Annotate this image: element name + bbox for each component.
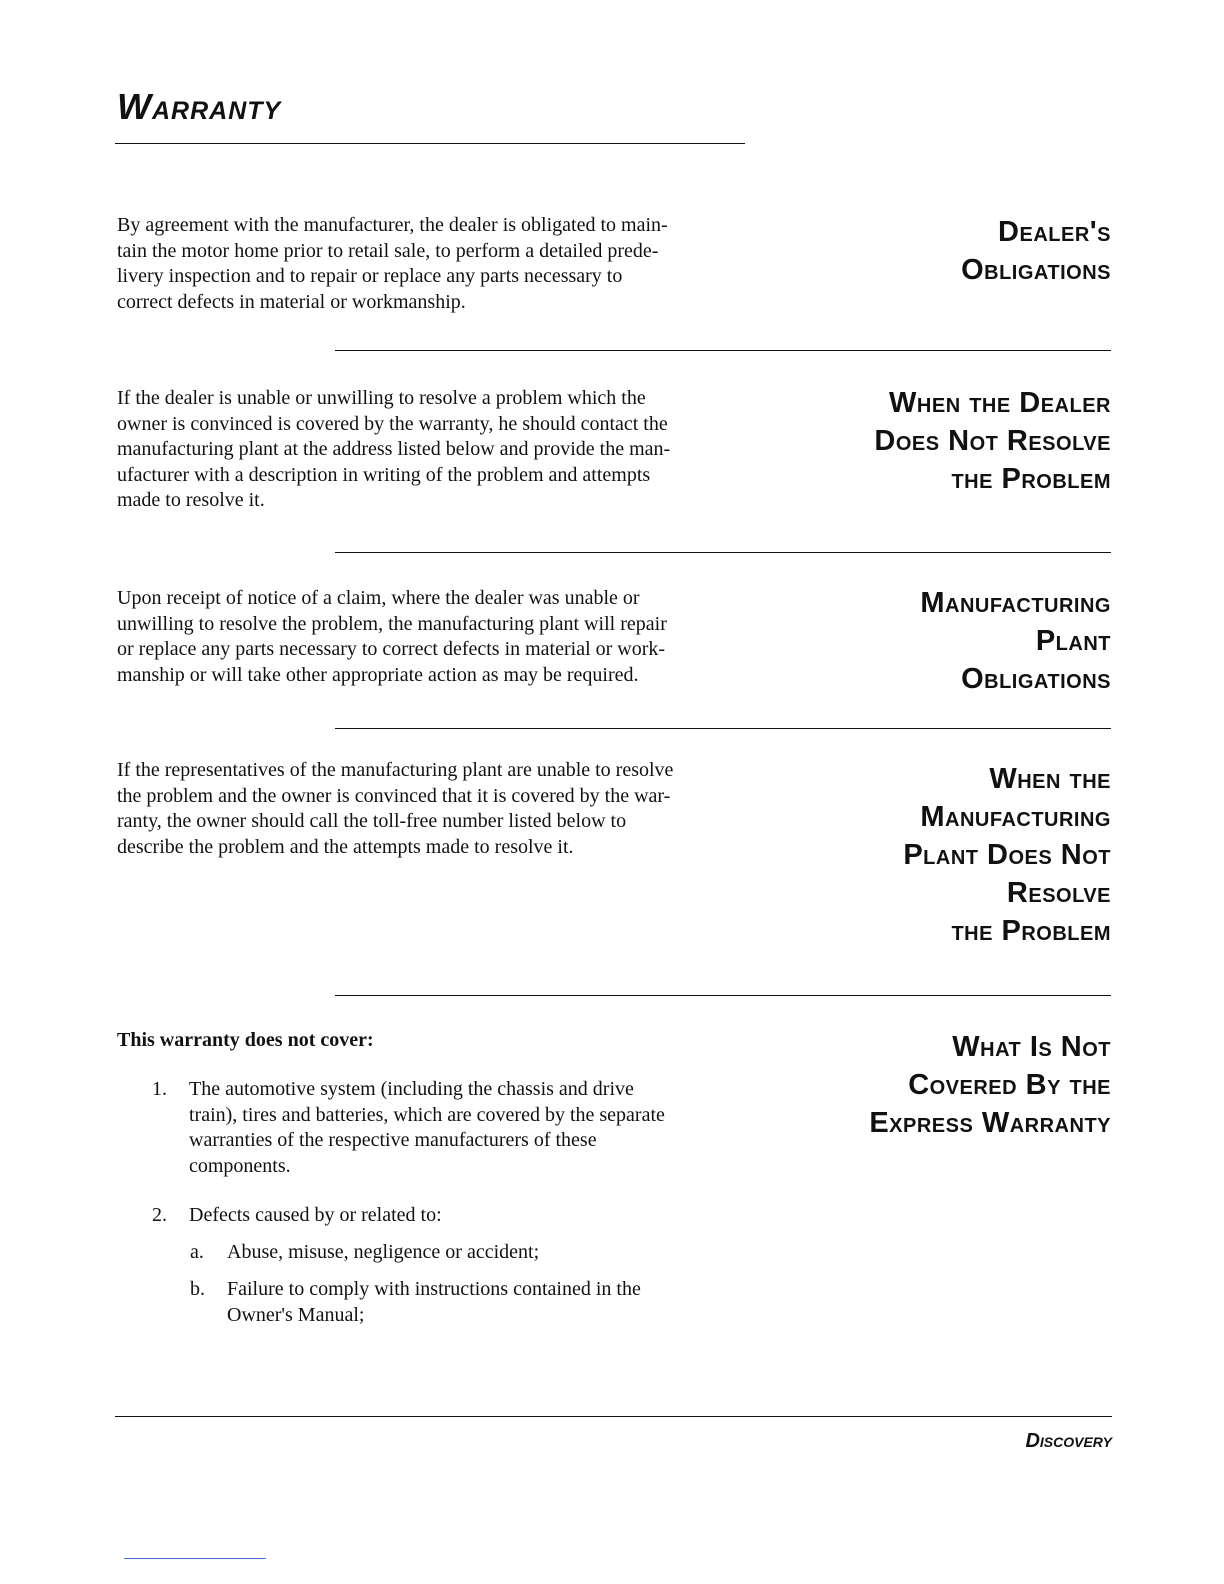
heading-line: Dealer's	[998, 216, 1111, 248]
dealers-obligations-heading	[961, 213, 1111, 289]
plant-not-resolve-text	[117, 758, 757, 860]
text-line: warranties of the respective manufacturers of these	[189, 1129, 597, 1151]
text-line: Failure to comply with instructions contained in the	[227, 1278, 641, 1300]
title-rule	[115, 143, 745, 144]
text-line: livery inspection and to repair or replace any parts necessary to	[117, 265, 623, 287]
sub-list-item	[190, 1277, 641, 1328]
dealer-not-resolve-heading	[874, 384, 1111, 498]
text-line: the problem and the owner is convinced that it is covered by the war-	[117, 784, 671, 807]
text-line: unwilling to resolve the problem, the manufacturing plant will repair	[117, 612, 667, 635]
text-line: made to resolve it.	[117, 489, 265, 511]
text-line: If the representatives of the manufacturing plant are unable to resolve	[117, 759, 674, 781]
section-rule	[335, 728, 1111, 729]
text-line: Upon receipt of notice of a claim, where the dealer was unable or	[117, 587, 640, 609]
text-line: or replace any parts necessary to correct defects in material or work-	[117, 638, 666, 660]
text-line: ranty, the owner should call the toll-free number listed below to	[117, 810, 627, 832]
text-line: ufacturer with a description in writing of the problem and attempts	[117, 463, 651, 486]
not-covered-heading	[869, 1028, 1111, 1142]
heading-line: When the	[989, 763, 1111, 795]
text-line: If the dealer is unable or unwilling to resolve a problem which the	[117, 387, 646, 409]
text-line: tain the motor home prior to retail sale, to perform a detailed prede-	[117, 239, 659, 262]
plant-obligations-text	[117, 586, 757, 688]
footer-rule	[115, 1416, 1112, 1417]
heading-line: Plant	[1035, 625, 1111, 657]
heading-line: Does Not Resolve	[874, 425, 1111, 457]
text-line: Abuse, misuse, negligence or accident;	[227, 1241, 540, 1263]
sub-list-item	[190, 1240, 539, 1266]
section-rule	[335, 350, 1111, 351]
heading-line: Covered By the	[908, 1069, 1111, 1101]
bottom-mark	[124, 1558, 266, 1559]
text-line: Defects caused by or related to:	[189, 1204, 442, 1226]
text-line: Owner's Manual;	[227, 1303, 365, 1326]
dealers-obligations-text	[117, 213, 757, 315]
list-marker: a.	[190, 1241, 204, 1263]
heading-line: Manufacturing	[920, 801, 1111, 833]
list-item	[152, 1077, 665, 1179]
text-line: owner is convinced is covered by the warranty, he should contact the	[117, 412, 668, 435]
heading-line: Obligations	[961, 663, 1111, 695]
heading-line: Manufacturing	[920, 587, 1111, 619]
heading-line: Express Warranty	[869, 1107, 1111, 1139]
dealer-not-resolve-text	[117, 386, 757, 514]
text-line: correct defects in material or workmanship.	[117, 290, 466, 313]
heading-line: the Problem	[951, 915, 1111, 947]
heading-line: When the Dealer	[889, 387, 1111, 419]
footer-brand: Discovery	[1025, 1430, 1112, 1452]
heading-line: What Is Not	[952, 1031, 1111, 1063]
section-rule	[335, 552, 1111, 553]
list-item	[152, 1203, 442, 1229]
text-line: The automotive system (including the chassis and drive	[189, 1078, 634, 1100]
heading-line: Plant Does Not	[903, 839, 1111, 871]
not-covered-intro: This warranty does not cover:	[117, 1029, 374, 1051]
text-line: By agreement with the manufacturer, the dealer is obligated to main-	[117, 214, 668, 236]
heading-line: Obligations	[961, 254, 1111, 286]
page-title: Warranty	[117, 86, 282, 127]
list-marker: 1.	[152, 1078, 167, 1100]
heading-line: the Problem	[951, 463, 1111, 495]
heading-line: Resolve	[1006, 877, 1111, 909]
list-marker: 2.	[152, 1204, 167, 1226]
text-line: components.	[189, 1154, 291, 1177]
text-line: manufacturing plant at the address listed below and provide the man-	[117, 438, 671, 460]
list-marker: b.	[190, 1278, 205, 1300]
text-line: describe the problem and the attempts made to resolve it.	[117, 835, 574, 858]
plant-not-resolve-heading	[903, 760, 1111, 950]
text-line: manship or will take other appropriate action as may be required.	[117, 663, 639, 686]
section-rule	[335, 995, 1111, 996]
plant-obligations-heading	[920, 584, 1111, 698]
text-line: train), tires and batteries, which are covered by the separate	[189, 1103, 665, 1126]
